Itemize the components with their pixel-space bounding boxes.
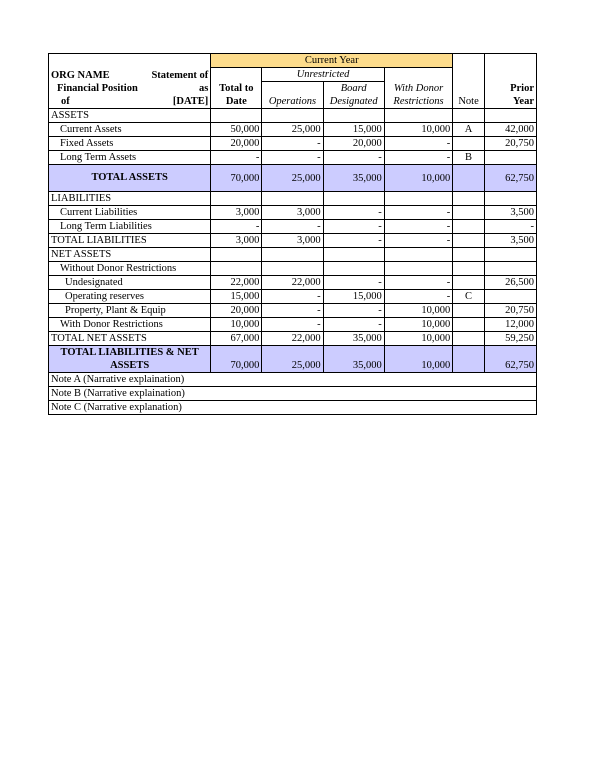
cell-operations: - <box>262 304 323 318</box>
cell-operations: 25,000 <box>262 165 323 192</box>
note-row <box>49 387 537 401</box>
cell-board: - <box>323 276 384 290</box>
note-c: Note C (Narrative explanation) <box>49 401 537 415</box>
cell-donor: - <box>384 137 452 151</box>
cell-prior: 62,750 <box>484 165 536 192</box>
cell-total: 20,000 <box>211 137 262 151</box>
cell-note <box>453 276 485 290</box>
cell-board: - <box>323 234 384 248</box>
cell-donor: 10,000 <box>384 332 452 346</box>
cell-donor: - <box>384 220 452 234</box>
row-label: Long Term Liabilities <box>49 220 211 234</box>
table-row <box>49 192 537 206</box>
row-label: Long Term Assets <box>49 151 211 165</box>
cell-note: B <box>453 151 485 165</box>
cell-prior: 20,750 <box>484 137 536 151</box>
org-header-cell <box>49 54 211 109</box>
cell-note <box>453 332 485 346</box>
cell-donor: - <box>384 276 452 290</box>
total-to-date-header: Total to Date <box>211 68 262 109</box>
financial-position-table <box>48 53 537 415</box>
cell-total: 50,000 <box>211 123 262 137</box>
cell-donor: 10,000 <box>384 304 452 318</box>
statement-date: [DATE] <box>172 96 209 107</box>
note-row <box>49 401 537 415</box>
table-row <box>49 220 537 234</box>
cell-operations: - <box>262 151 323 165</box>
cell-total: - <box>211 151 262 165</box>
table-row <box>49 109 537 123</box>
operations-header: Operations <box>262 82 323 109</box>
cell-note <box>453 234 485 248</box>
cell-note <box>453 304 485 318</box>
cell-prior: 20,750 <box>484 304 536 318</box>
cell-donor: 10,000 <box>384 318 452 332</box>
row-label: Current Liabilities <box>49 206 211 220</box>
cell-donor: 10,000 <box>384 165 452 192</box>
note-b: Note B (Narrative explaination) <box>49 387 537 401</box>
row-label-assets: ASSETS <box>49 109 211 123</box>
cell-board: - <box>323 318 384 332</box>
row-label: TOTAL NET ASSETS <box>49 332 211 346</box>
cell-donor: 10,000 <box>384 346 452 373</box>
cell-operations: 3,000 <box>262 206 323 220</box>
current-year-header: Current Year <box>211 54 453 68</box>
cell-total: - <box>211 220 262 234</box>
row-label: TOTAL LIABILITIES & NET ASSETS <box>49 346 211 373</box>
cell-total: 20,000 <box>211 304 262 318</box>
row-label: TOTAL ASSETS <box>49 165 211 192</box>
cell-operations: 3,000 <box>262 234 323 248</box>
cell-board: 35,000 <box>323 332 384 346</box>
cell-donor: - <box>384 290 452 304</box>
cell-board: 15,000 <box>323 123 384 137</box>
cell-note <box>453 220 485 234</box>
table-row <box>49 290 537 304</box>
cell-prior: 3,500 <box>484 206 536 220</box>
with-donor-header: With Donor Restrictions <box>384 68 452 109</box>
cell-total: 3,000 <box>211 206 262 220</box>
note-header: Note <box>453 54 485 109</box>
org-name: ORG NAME <box>51 70 110 81</box>
cell-prior: 3,500 <box>484 234 536 248</box>
row-label: Property, Plant & Equip <box>49 304 211 318</box>
board-designated-header: Board Designated <box>323 82 384 109</box>
cell-board: - <box>323 151 384 165</box>
cell-board: 35,000 <box>323 165 384 192</box>
cell-total: 3,000 <box>211 234 262 248</box>
cell-operations: 25,000 <box>262 123 323 137</box>
cell-operations: - <box>262 318 323 332</box>
cell-donor: - <box>384 206 452 220</box>
row-label-liabilities: LIABILITIES <box>49 192 211 206</box>
cell-prior <box>484 151 536 165</box>
cell-note <box>453 137 485 151</box>
table-row-total-assets <box>49 165 537 192</box>
row-label: TOTAL LIABILITIES <box>49 234 211 248</box>
statement-title-4: of <box>61 96 70 107</box>
cell-total: 70,000 <box>211 165 262 192</box>
note-a: Note A (Narrative explaination) <box>49 373 537 387</box>
cell-operations: - <box>262 137 323 151</box>
table-row <box>49 262 537 276</box>
cell-operations: 22,000 <box>262 276 323 290</box>
cell-board: - <box>323 304 384 318</box>
table-row <box>49 332 537 346</box>
table-row <box>49 304 537 318</box>
cell-total: 70,000 <box>211 346 262 373</box>
cell-note <box>453 318 485 332</box>
cell-operations: - <box>262 290 323 304</box>
table-row <box>49 123 537 137</box>
cell-note: C <box>453 290 485 304</box>
statement-title-2: Financial Position <box>57 83 138 94</box>
cell-prior: 62,750 <box>484 346 536 373</box>
cell-note <box>453 346 485 373</box>
cell-board: 35,000 <box>323 346 384 373</box>
table-row <box>49 137 537 151</box>
cell-total: 10,000 <box>211 318 262 332</box>
table-row <box>49 276 537 290</box>
table-row <box>49 248 537 262</box>
cell-donor: 10,000 <box>384 123 452 137</box>
row-label-net-assets: NET ASSETS <box>49 248 211 262</box>
table-row <box>49 151 537 165</box>
cell-donor: - <box>384 151 452 165</box>
note-row <box>49 373 537 387</box>
row-label: Current Assets <box>49 123 211 137</box>
cell-operations: 25,000 <box>262 346 323 373</box>
cell-total: 15,000 <box>211 290 262 304</box>
cell-total: 22,000 <box>211 276 262 290</box>
table-row <box>49 234 537 248</box>
cell-board: - <box>323 220 384 234</box>
row-label: With Donor Restrictions <box>49 318 211 332</box>
cell-donor: - <box>384 234 452 248</box>
table-row-total-liabilities-net-assets <box>49 346 537 373</box>
cell-note: A <box>453 123 485 137</box>
table-row <box>49 318 537 332</box>
statement-title: Statement of <box>151 70 209 81</box>
cell-operations: - <box>262 220 323 234</box>
cell-operations: 22,000 <box>262 332 323 346</box>
unrestricted-header: Unrestricted <box>262 68 384 82</box>
cell-prior: 42,000 <box>484 123 536 137</box>
cell-prior: - <box>484 220 536 234</box>
cell-prior: 59,250 <box>484 332 536 346</box>
cell-board: 15,000 <box>323 290 384 304</box>
cell-note <box>453 165 485 192</box>
cell-board: - <box>323 206 384 220</box>
row-label: Fixed Assets <box>49 137 211 151</box>
cell-note <box>453 206 485 220</box>
cell-prior <box>484 290 536 304</box>
table-row <box>49 206 537 220</box>
cell-prior: 26,500 <box>484 276 536 290</box>
statement-title-3: as <box>198 83 209 94</box>
cell-total: 67,000 <box>211 332 262 346</box>
row-label: Without Donor Restrictions <box>49 262 211 276</box>
cell-board: 20,000 <box>323 137 384 151</box>
row-label: Undesignated <box>49 276 211 290</box>
row-label: Operating reserves <box>49 290 211 304</box>
cell-prior: 12,000 <box>484 318 536 332</box>
prior-year-header: Prior Year <box>484 54 536 109</box>
